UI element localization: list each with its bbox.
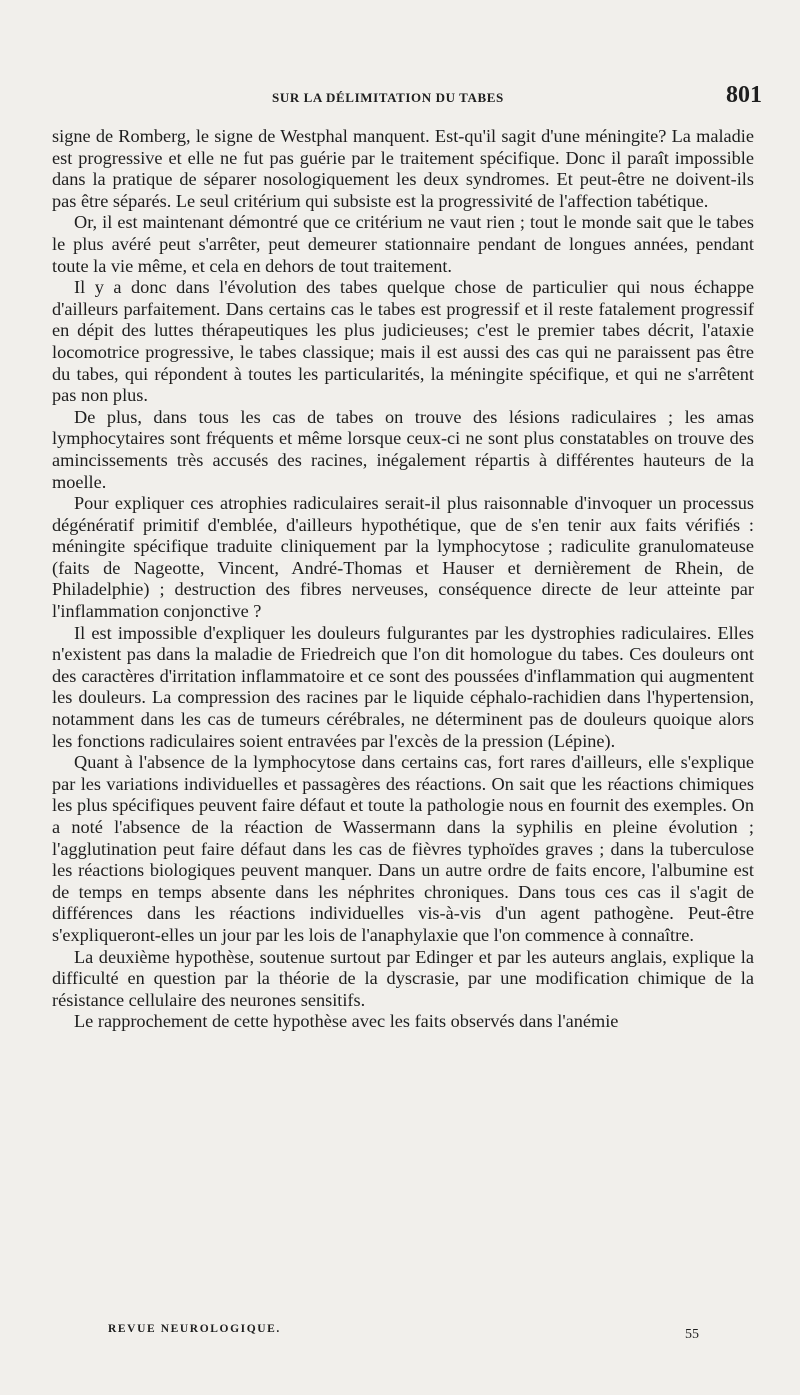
- paragraph: La deuxième hypothèse, soutenue surtout par Edinger et par les auteurs anglais, explique la difficulté en question par la théorie de la dyscrasie, par une modification chimique de la résistance cellulaire des neurones sensitifs.: [52, 946, 754, 1010]
- running-title: SUR LA DÉLIMITATION DU TABES: [272, 90, 504, 105]
- running-header: [0, 82, 800, 118]
- signature-mark: 55: [685, 1327, 699, 1342]
- paragraph: Quant à l'absence de la lymphocytose dans certains cas, fort rares d'ailleurs, elle s'explique par les variations individuelles et passagères des réactions. On sait que les réactions chimiques les plus spécifiques peuvent faire défaut et toute la pathologie nous en fournit des exemples. On a noté l'absence de la réaction de Wassermann dans la syphilis en pleine évolution ; l'agglutination peut faire défaut dans les cas de fièvres typhoïdes graves ; dans la tuberculose les réactions biologiques peuvent manquer. Dans un autre ordre de faits encore, l'albumine est de temps en temps absente dans les néphrites chroniques. Dans tous ces cas il s'agit de différences dans les réactions individuelles vis-à-vis d'un agent pathogène. Peut-être s'expliqueront-elles un jour par les lois de l'anaphylaxie que l'on commence à connaître.: [52, 752, 754, 945]
- page-number: 801: [726, 82, 762, 108]
- paragraph: De plus, dans tous les cas de tabes on trouve des lésions radiculaires ; les amas lymphocytaires sont fréquents et même lorsque ceux-ci ne sont plus constatables on trouve des amincissements très accusés des racines, inégalement répartis à différentes hauteurs de la moelle.: [52, 406, 754, 492]
- paragraph: Or, il est maintenant démontré que ce critérium ne vaut rien ; tout le monde sait que le tabes le plus avéré peut s'arrêter, peut demeurer stationnaire pendant de longues années, pendant toute la vie même, et cela en dehors de tout traitement.: [52, 212, 754, 276]
- body-text: [52, 126, 754, 1033]
- paragraph: signe de Romberg, le signe de Westphal manquent. Est-qu'il sagit d'une méningite? La maladie est progressive et elle ne fut pas guérie par le traitement spécifique. Donc il paraît impossible dans la pratique de séparer nosologiquement les deux syndromes. Et peut-être ne doivent-ils pas être séparés. Le seul critérium qui subsiste est la progressivité de l'affection tabétique.: [52, 126, 754, 211]
- footer-journal-title: REVUE NEUROLOGIQUE.: [108, 1323, 281, 1335]
- paragraph: Il y a donc dans l'évolution des tabes quelque chose de particulier qui nous échappe d'ailleurs parfaitement. Dans certains cas le tabes est progressif et il reste fatalement progressif en dépit des luttes thérapeutiques les plus judicieuses; c'est le premier tabes décrit, l'ataxie locomotrice progressive, le tabes classique; mais il est aussi des cas qui ne paraissent pas être du tabes, qui répondent à toutes les particularités, la méningite spécifique, et qui ne s'arrêtent pas non plus.: [52, 277, 754, 406]
- paragraph: Il est impossible d'expliquer les douleurs fulgurantes par les dystrophies radiculaires. Elles n'existent pas dans la maladie de Friedreich que l'on dit homologue du tabes. Ces douleurs ont des caractères d'irritation inflammatoire et ce sont des poussées d'inflammation qui augmentent les douleurs. La compression des racines par le liquide céphalo-rachidien dans l'hypertension, notamment dans les cas de tumeurs cérébrales, ne déterminent pas de douleurs quoique alors les fonctions radiculaires soient entravées par l'excès de la pression (Lépine).: [52, 622, 754, 751]
- paragraph: Le rapprochement de cette hypothèse avec les faits observés dans l'anémie: [74, 1011, 619, 1032]
- paragraph: Pour expliquer ces atrophies radiculaires serait-il plus raisonnable d'invoquer un processus dégénératif primitif d'emblée, d'ailleurs hypothétique, que de s'en tenir aux faits vérifiés : méningite spécifique traduite cliniquement par la lymphocytose ; radiculite granulomateuse (faits de Nageotte, Vincent, André-Thomas et Hauser et dernièrement de Rhein, de Philadelphie) ; destruction des fibres nerveuses, conséquence directe de leur atteinte par l'inflammation conjonctive ?: [52, 493, 754, 622]
